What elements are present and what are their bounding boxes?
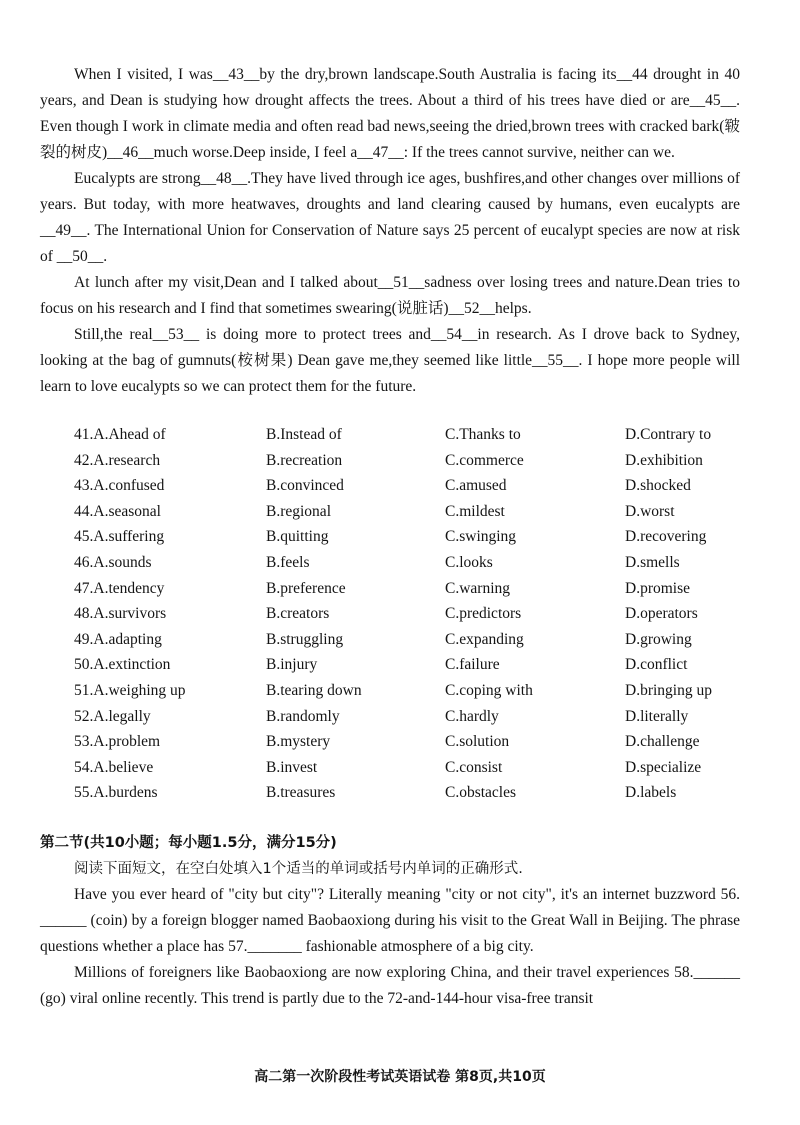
option-b: B.randomly: [266, 707, 340, 725]
passage-paragraph-2: Eucalypts are strong__48__.They have lived through ice ages, bushfires,and other changes over millions of years. But today, with more heatwaves, droughts and land clearing caused by humans, even eucalypts are __49__. The International Union for Conservation of Nature says 25 percent of eucalypt species are now at risk of __50__.: [40, 170, 740, 265]
section-2-paragraph-2: Millions of foreigners like Baobaoxiong are now exploring China, and their travel experiences 58.______ (go) viral online recently. This trend is partly due to the 72-and-144-hour visa-free transit: [40, 964, 740, 1007]
option-b: B.preference: [266, 579, 346, 597]
option-a: 54.A.believe: [74, 758, 154, 776]
option-d: D.Contrary to: [625, 426, 712, 443]
option-a: 46.A.sounds: [74, 553, 152, 571]
option-d: D.smells: [625, 553, 680, 571]
option-c: C.predictors: [445, 605, 522, 623]
option-d: D.challenge: [625, 733, 700, 751]
option-row: [74, 784, 744, 810]
option-d: D.promise: [625, 579, 691, 597]
section-2-title: 第二节(共10小题；每小题1.5分，满分15分): [40, 835, 337, 851]
option-a: 49.A.adapting: [74, 630, 162, 648]
option-d: D.conflict: [625, 656, 688, 674]
passage-paragraph-1: When I visited, I was__43__by the dry,brown landscape.South Australia is facing its__44 drought in 40 years, and Dean is studying how drought affects the trees. About a third of his trees have died or are__45__. Even though I work in climate media and often read bad news,seeing the dried,brown trees with cracked bark(皲裂的树皮)__46__much worse.Deep inside, I feel a__47__: If the trees cannot survive, neither can we.: [40, 66, 740, 161]
passage-paragraph-4: Still,the real__53__ is doing more to protect trees and__54__in research. As I drove back to Sydney, looking at the bag of gumnuts(桉树果) Dean gave me,they seemed like little__55__. I hope more people will learn to love eucalypts so we can protect them for the future.: [40, 326, 740, 395]
option-c: C.expanding: [445, 630, 524, 648]
option-a: 52.A.legally: [74, 707, 151, 725]
option-a: 51.A.weighing up: [74, 681, 186, 699]
option-a: 48.A.survivors: [74, 605, 167, 623]
option-c: C.swinging: [445, 528, 517, 546]
passage-paragraph-3: At lunch after my visit,Dean and I talked about__51__sadness over losing trees and nature.Dean tries to focus on his research and I find that sometimes swearing(说脏话)__52__helps.: [40, 274, 740, 317]
option-row: [74, 605, 744, 631]
option-a: 41.A.Ahead of: [74, 426, 166, 443]
option-c: C.amused: [445, 477, 507, 495]
option-d: D.literally: [625, 707, 689, 725]
option-b: B.recreation: [266, 451, 343, 469]
option-b: B.injury: [266, 656, 318, 674]
option-b: B.mystery: [266, 733, 331, 751]
option-d: D.specialize: [625, 758, 702, 776]
option-c: C.consist: [445, 758, 503, 776]
option-c: C.warning: [445, 579, 511, 597]
option-b: B.feels: [266, 553, 310, 571]
option-c: C.coping with: [445, 681, 533, 699]
option-d: D.shocked: [625, 477, 691, 495]
option-b: B.quitting: [266, 528, 329, 546]
option-b: B.Instead of: [266, 426, 342, 443]
option-c: C.Thanks to: [445, 426, 521, 443]
option-d: D.worst: [625, 502, 675, 520]
option-d: D.operators: [625, 605, 698, 623]
option-row: [74, 708, 744, 734]
option-row: [74, 733, 744, 759]
option-row: [74, 656, 744, 682]
option-d: D.bringing up: [625, 681, 712, 699]
option-a: 55.A.burdens: [74, 784, 158, 802]
option-a: 53.A.problem: [74, 733, 161, 751]
option-c: C.mildest: [445, 502, 505, 520]
option-row: [74, 477, 744, 503]
option-c: C.obstacles: [445, 784, 517, 802]
option-a: 42.A.research: [74, 451, 161, 469]
options-table: [74, 426, 744, 810]
option-a: 45.A.suffering: [74, 528, 165, 546]
section-2-instruction: 阅读下面短文，在空白处填入1个适当的单词或括号内单词的正确形式.: [74, 861, 523, 877]
option-c: C.solution: [445, 733, 510, 751]
option-row: [74, 426, 744, 452]
option-b: B.invest: [266, 758, 318, 776]
page-footer: 高二第一次阶段性考试英语试卷 第8页,共10页: [254, 1069, 546, 1085]
option-d: D.recovering: [625, 528, 707, 546]
option-b: B.convinced: [266, 477, 344, 495]
option-a: 44.A.seasonal: [74, 502, 161, 520]
option-row: [74, 528, 744, 554]
option-c: C.hardly: [445, 707, 499, 725]
option-b: B.tearing down: [266, 681, 362, 699]
option-row: [74, 580, 744, 606]
cloze-passage: [40, 62, 740, 400]
section-2: [40, 830, 740, 1012]
option-b: B.treasures: [266, 784, 336, 802]
option-d: D.growing: [625, 630, 692, 648]
option-row: [74, 554, 744, 580]
option-d: D.labels: [625, 784, 677, 802]
option-b: B.regional: [266, 502, 331, 520]
option-d: D.exhibition: [625, 451, 703, 469]
option-row: [74, 759, 744, 785]
option-row: [74, 682, 744, 708]
option-b: B.struggling: [266, 630, 344, 648]
option-row: [74, 631, 744, 657]
option-c: C.commerce: [445, 451, 524, 469]
option-c: C.looks: [445, 553, 493, 571]
option-a: 43.A.confused: [74, 477, 165, 495]
option-a: 47.A.tendency: [74, 579, 165, 597]
option-a: 50.A.extinction: [74, 656, 171, 674]
option-row: [74, 503, 744, 529]
option-row: [74, 452, 744, 478]
option-c: C.failure: [445, 656, 500, 674]
section-2-paragraph-1: Have you ever heard of "city but city"? Literally meaning "city or not city", it's an internet buzzword 56. ______ (coin) by a foreign blogger named Baobaoxiong during his visit to the Great Wall in Beijing. The phrase questions whether a place has 57._______ fashionable atmosphere of a big city.: [40, 886, 740, 955]
option-b: B.creators: [266, 605, 330, 623]
